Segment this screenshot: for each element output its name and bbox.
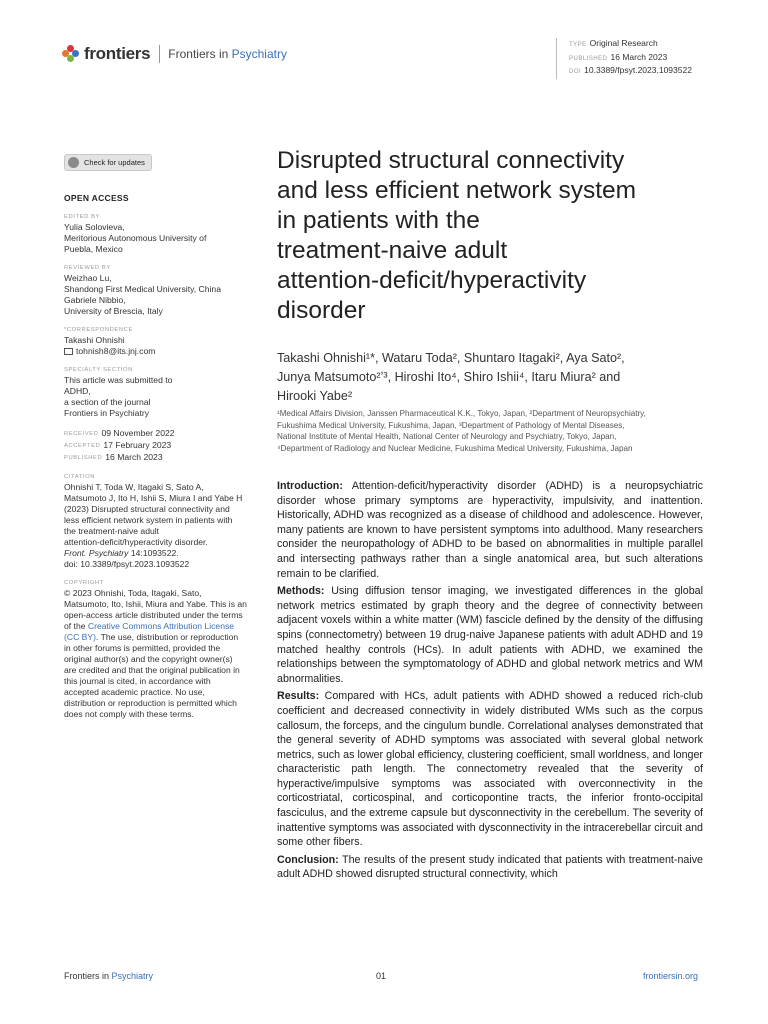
authors-line: Junya Matsumoto²ʼ³, Hiroshi Ito⁴, Shiro Ishii⁴, Itaru Miura² and (277, 370, 621, 384)
abstract-results: Results: Compared with HCs, adult patients with ADHD showed a reduced rich-club coefficient and decreased connectivity in widely distributed WMs such as the corpus callosum, the forceps, and the cingulum bundle. Correlational analyses demonstrated that the general severity of ADHD symptoms was associated with several global network metrics, such as lower global efficiency, clustering coefficient, small worldness, and longer characteristic path length. The connectometry revealed that the severity of hyperactive/impulsive symptoms was associated with overconnectivity in the corticostriatal, corticospinal, and corticopontine tracts, the inferior fronto-occipital fasciculus, and the extreme capsule but dysconnectivity in the cerebellum. The severity of inattentive symptoms was associated with dysconnectivity in the intracerebellar circuit and some other fibers. (277, 690, 703, 849)
dates-section (64, 428, 264, 464)
journal-name[interactable] (168, 47, 287, 61)
citation-section (64, 473, 264, 570)
affiliations (277, 408, 717, 454)
specialty-line: ADHD, (64, 386, 91, 396)
abstract (277, 479, 703, 885)
journal-prefix: Frontiers in (168, 47, 232, 61)
edited-by-heading: EDITED BY (64, 214, 101, 220)
citation-line: attention-deficit/hyperactivity disorder. (64, 537, 208, 547)
copyright-line: this journal is cited, in accordance with (64, 676, 211, 686)
brand-name: frontiers (84, 44, 151, 63)
copyright-line: open-access article distributed under the terms (64, 610, 243, 620)
meta-doi[interactable]: DOI 10.3389/fpsyt.2023.1093522 (569, 65, 692, 75)
license-link-short[interactable]: (CC BY) (64, 632, 96, 642)
edited-by-section (64, 213, 264, 255)
date-received: RECEIVED 09 November 2022 (64, 428, 175, 438)
copyright-line: (CC BY). The use, distribution or reproduction (64, 632, 239, 642)
reviewer-line: Gabriele Nibbio, (64, 295, 126, 305)
citation-line: (2023) Disrupted structural connectivity and (64, 504, 230, 514)
citation-line: Matsumoto J, Ito H, Ishii S, Miura I and Yabe H (64, 493, 243, 503)
copyright-line: are credited and that the original publication in (64, 665, 240, 675)
correspondence-email[interactable]: tohnish8@its.jnj.com (64, 346, 264, 357)
affiliation-line: Fukushima Medical University, Fukushima, Japan, ³Department of Pathology of Mental Diseases, (277, 420, 625, 430)
check-updates-label: Check for updates (84, 158, 145, 167)
citation-journal: Front. Psychiatry 14:1093522. (64, 548, 179, 558)
copyright-line: original author(s) and the copyright owner(s) (64, 654, 233, 664)
reviewer-line: Weizhao Lu, (64, 273, 112, 283)
footer-journal: Frontiers in Psychiatry (64, 971, 154, 981)
author-list (277, 349, 717, 406)
check-updates-icon (68, 157, 79, 168)
reviewed-by-section (64, 264, 264, 317)
specialty-line: a section of the journal (64, 397, 151, 407)
title-line: in patients with the (277, 207, 480, 234)
citation-doi[interactable]: doi: 10.3389/fpsyt.2023.1093522 (64, 559, 190, 569)
footer-site-link[interactable]: frontiersin.org (643, 971, 699, 981)
meta-published: PUBLISHED 16 March 2023 (569, 51, 668, 62)
citation-line: Ohnishi T, Toda W, Itagaki S, Sato A, (64, 482, 204, 492)
title-line: attention-deficit/hyperactivity (277, 267, 587, 294)
abstract-methods: Methods: Using diffusion tensor imaging, we investigated differences in the global network metrics estimated by graph theory and the degree of connectivity between adjacent voxels within a white matter (WM) fascicle defined by the density of the diffusing spins (connectometry) between 19 drug-naive Japanese patients with adult ADHD and 19 matched healthy controls (HCs). In adult patients with ADHD, we examined the relationships between the symptomatology of ADHD and global network metrics and WM abnormalities. (277, 585, 703, 685)
article-meta (556, 38, 692, 79)
copyright-line: does not comply with these terms. (64, 709, 194, 719)
date-published: PUBLISHED 16 March 2023 (64, 452, 163, 462)
meta-type: TYPE Original Research (569, 38, 658, 48)
article-title (277, 146, 717, 326)
correspondence-heading: *CORRESPONDENCE (64, 327, 133, 333)
frontiers-logo-icon (62, 45, 80, 63)
header-divider (159, 45, 160, 63)
copyright-line: Matsumoto, Ito, Ishii, Miura and Yabe. This is an (64, 599, 247, 609)
specialty-line: This article was submitted to (64, 375, 173, 385)
reviewer-line: Shandong First Medical University, China (64, 284, 221, 294)
copyright-line: in other forums is permitted, provided the (64, 643, 221, 653)
check-for-updates-button[interactable] (64, 154, 152, 171)
date-accepted: ACCEPTED 17 February 2023 (64, 440, 172, 450)
email-icon (64, 348, 73, 355)
authors-line: Hirooki Yabe² (277, 389, 353, 403)
abstract-conclusion: Conclusion: The results of the present study indicated that patients with treatment-naive adult ADHD showed disrupted structural connectivity, which (277, 853, 703, 881)
copyright-line: © 2023 Ohnishi, Toda, Itagaki, Sato, (64, 588, 202, 598)
reviewer-line: University of Brescia, Italy (64, 306, 163, 316)
journal-accent: Psychiatry (231, 47, 287, 61)
specialty-section (64, 366, 264, 419)
copyright-heading: COPYRIGHT (64, 580, 104, 586)
copyright-line: accepted academic practice. No use, (64, 687, 205, 697)
open-access-label: OPEN ACCESS (64, 193, 129, 203)
citation-line: the treatment-naive adult (64, 526, 160, 536)
title-line: Disrupted structural connectivity (277, 147, 625, 174)
copyright-line: of the Creative Commons Attribution License (64, 621, 235, 631)
editor-line: Yulia Solovieva, (64, 222, 125, 232)
affiliation-line: ⁴Department of Radiology and Nuclear Medicine, Fukushima Medical University, Fukushima, Japan (277, 443, 633, 453)
editor-line: Meritorious Autonomous University of (64, 233, 207, 243)
copyright-section (64, 579, 264, 720)
license-link[interactable]: Creative Commons Attribution License (87, 621, 235, 631)
frontiers-logo[interactable] (62, 44, 287, 64)
specialty-line: Frontiers in Psychiatry (64, 408, 150, 418)
editor-line: Puebla, Mexico (64, 244, 123, 254)
title-line: disorder (277, 297, 366, 324)
authors-line: Takashi Ohnishi¹*, Wataru Toda², Shuntaro Itagaki², Aya Sato², (277, 351, 625, 365)
correspondence-section (64, 326, 264, 357)
affiliation-line: National Institute of Mental Health, National Center of Neurology and Psychiatry, Tokyo, Japan, (277, 432, 617, 441)
title-line: treatment-naive adult (277, 237, 508, 264)
title-line: and less efficient network system (277, 177, 637, 204)
page-number: 01 (376, 971, 387, 981)
abstract-introduction: Introduction: Attention-deficit/hyperactivity disorder (ADHD) is a neuropsychiatric disorder whose primary symptoms are hyperactivity, impulsivity, and inattention. Historically, ADHD was recognized as a disease of childhood and adolescence. However, many patients are known to have persistent symptoms into adulthood. Many researchers consider the neuropathology of ADHD to be based on abnormalities in multiple parallel and intersecting pathways rather than a single anatomical area, but such alterations remain to be clarified. (277, 480, 703, 580)
reviewed-by-heading: REVIEWED BY (64, 265, 111, 271)
correspondence-name: Takashi Ohnishi (64, 335, 125, 345)
specialty-heading: SPECIALTY SECTION (64, 367, 133, 373)
affiliation-line: ¹Medical Affairs Division, Janssen Pharmaceutical K.K., Tokyo, Japan, ²Department of Neuropsychiatry, (277, 409, 646, 418)
sidebar (64, 154, 264, 720)
copyright-line: distribution or reproduction is permitted which (64, 698, 237, 708)
citation-line: less efficient network system in patients with (64, 515, 233, 525)
citation-heading: CITATION (64, 474, 95, 480)
